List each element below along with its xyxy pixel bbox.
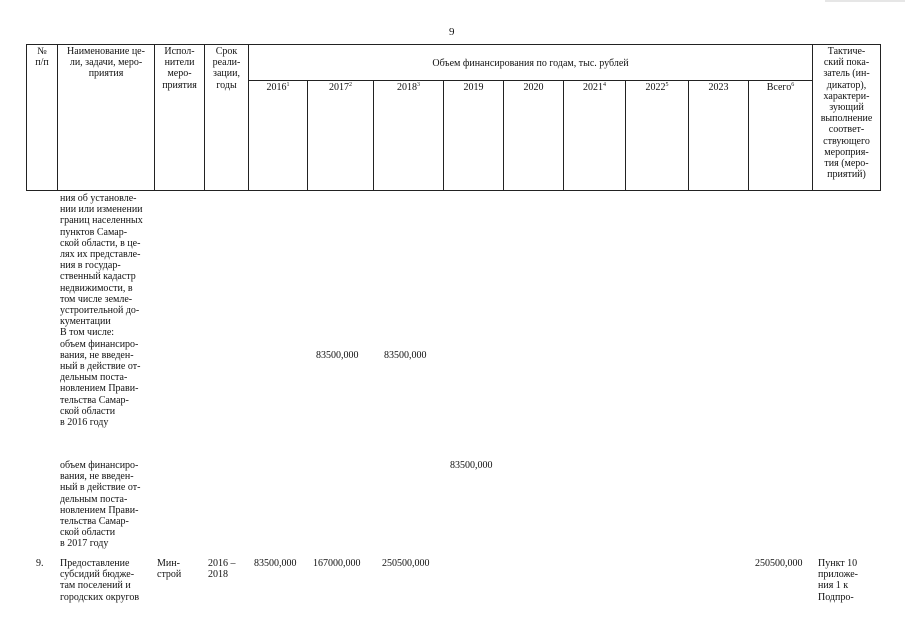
header-indicator: Тактиче- ский пока- затель (ин- дикатор), характери- зующий выполнение соответ- ствующего мероприя- тия (меро- приятий) xyxy=(820,46,873,181)
header-number: № п/п xyxy=(35,46,49,69)
year-header-2017: 2017$^2$ xyxy=(329,82,352,93)
year-header-2023: 2023 xyxy=(708,82,729,93)
item-9-value-2017: 167000,000 xyxy=(313,558,361,569)
continuation-text: ния об установле- нии или изменении границ населенных пунктов Самар- ской области, в це- лях их представле- ния в государ- ственный кадастр недвижимости, в том числе земле- устроительной до- кументации В том числе: объем финансиро- вания, не введен- ный в действие от- дельным поста- новлением Прави- тельства Самар- ской области в 2016 году xyxy=(60,193,143,429)
item-9-term: 2016 – 2018 xyxy=(208,558,236,581)
year-header-total: Всего$^6$ xyxy=(766,82,795,93)
year-header-2020: 2020 xyxy=(523,82,544,93)
row1-value-2018: 83500,000 xyxy=(384,350,427,361)
item-9-indicator: Пункт 10 приложе- ния 1 к Подпро- xyxy=(818,558,858,603)
year-header-2022: 2022$^5$ xyxy=(645,82,669,93)
year-header-2018: 2018$^3$ xyxy=(397,82,420,93)
header-term: Срок реали- зации, годы xyxy=(212,46,241,91)
item-9-number: 9. xyxy=(36,558,44,569)
year-header-2016: 2016$^1$ xyxy=(266,82,290,93)
item-9-value-total: 250500,000 xyxy=(755,558,803,569)
header-funding: Объем финансирования по годам, тыс. рублей xyxy=(432,58,629,69)
subitem-2017-text: объем финансиро- вания, не введен- ный в действие от- дельным поста- новлением Прави- тельства Самар- ской области в 2017 году xyxy=(60,460,141,550)
row1-value-2017: 83500,000 xyxy=(316,350,359,361)
item-9-name: Предоставление субсидий бюдже- там поселений и городских округов xyxy=(60,558,140,603)
item-9-value-2018: 250500,000 xyxy=(382,558,430,569)
page-number: 9 xyxy=(449,26,455,38)
year-header-2019: 2019 xyxy=(463,82,484,93)
header-name: Наименование це- ли, задачи, меро- приятия xyxy=(67,46,145,80)
item-9-executor: Мин- строй xyxy=(157,558,182,581)
header-executors: Испол- нители меро- приятия xyxy=(162,46,197,91)
year-header-2021: 2021$^4$ xyxy=(583,82,606,93)
page-corner-mark xyxy=(825,0,905,2)
item-9-value-2016: 83500,000 xyxy=(254,558,297,569)
row2-value-2019: 83500,000 xyxy=(450,460,493,471)
